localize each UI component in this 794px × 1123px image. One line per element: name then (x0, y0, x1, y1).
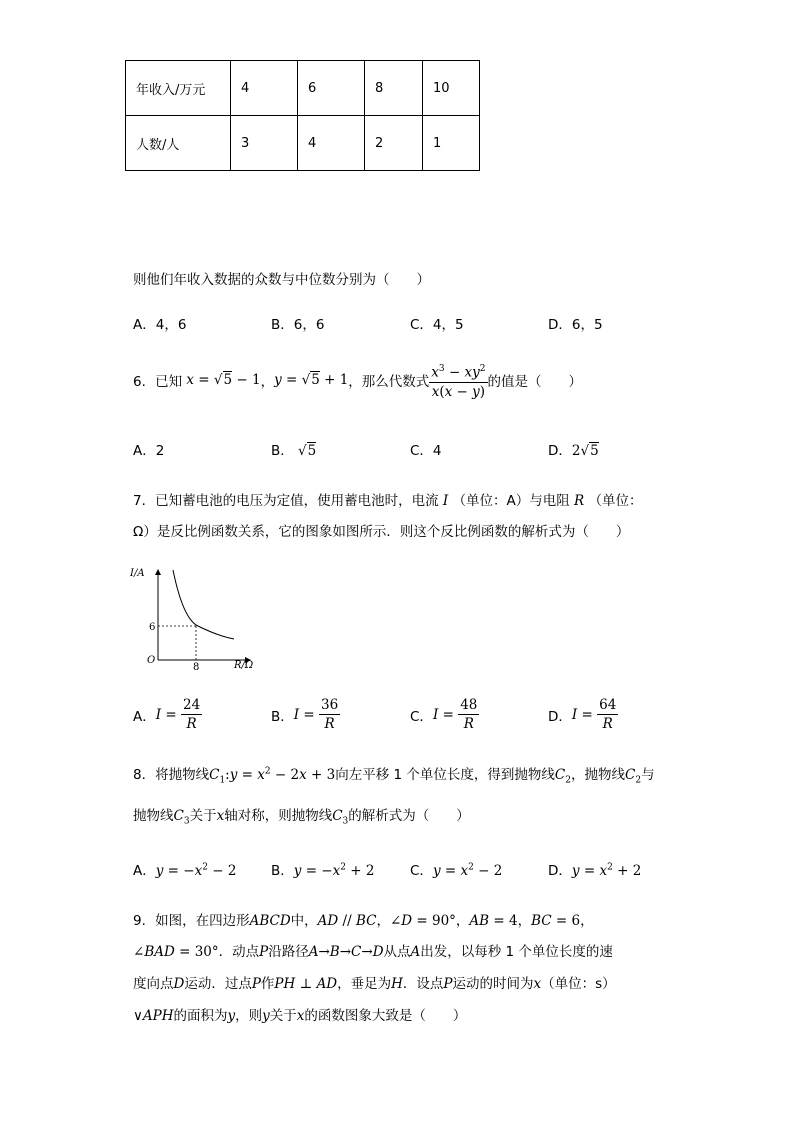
income-table (125, 60, 480, 171)
x-tick-label: 8 (193, 662, 200, 672)
q8-option-c: C．$y = x^2 - 2$ (410, 862, 503, 879)
q8-line1: 8．将抛物线$C_1:y = x^2 - 2x + 3$向左平移 1 个单位长度，得到抛物线$C_2$，抛物线$C_2$与 (133, 766, 655, 786)
origin-label: O (147, 655, 156, 666)
y-axis-label: I/A (130, 568, 145, 579)
hyperbola-curve (173, 570, 234, 639)
q6-y-expr: y = √5 + 1 (274, 372, 349, 389)
y-tick-label: 6 (149, 622, 156, 633)
q7-graph (128, 564, 264, 672)
table-cell: 4 (298, 116, 365, 171)
q7-option-d: D． I = $\frac{64}{R}$ (548, 697, 617, 732)
q7-line1: 7．已知蓄电池的电压为定值，使用蓄电池时，电流 I （单位：A）与电阻 R （单位： (133, 493, 643, 509)
x-axis-label: R/Ω (234, 660, 254, 671)
q6-mid1: ， (260, 374, 275, 391)
table-cell: 人数/人 (126, 116, 231, 171)
q5-option-b: B．6，6 (271, 317, 325, 333)
q6-option-b: B． √5 (271, 443, 317, 459)
q9-line3: 度向点D运动．过点P作PH ⊥ AD，垂足为H．设点P运动的时间为x（单位：s） (133, 976, 616, 992)
q5-option-c: C．4，5 (410, 317, 464, 333)
q6-option-c: C．4 (410, 443, 442, 459)
q8-option-d: D．$y = x^2 + 2$ (548, 862, 642, 879)
table-cell: 10 (423, 61, 480, 116)
q7-line2: Ω）是反比例函数关系，它的图象如图所示．则这个反比例函数的解析式为（ ） (133, 524, 630, 540)
q5-option-d: D．6，5 (548, 317, 603, 333)
q9-line4: ∨APH的面积为y，则y关于x的函数图象大致是（ ） (133, 1008, 467, 1024)
q5-option-a: A．4，6 (133, 317, 187, 333)
q7-option-b: B． I = $\frac{36}{R}$ (271, 697, 339, 732)
q7-option-a: A． I = $\frac{24}{R}$ (133, 697, 201, 732)
table-cell: 1 (423, 116, 480, 171)
q8-line2: 抛物线$C_3$关于x轴对称，则抛物线$C_3$的解析式为（ ） (133, 808, 470, 827)
q6-fraction: $\frac{x^3 - xy^2}{x(x - y)}$ (429, 360, 487, 401)
table-cell: 年收入/万元 (126, 61, 231, 116)
q8-option-a: A．$y = -x^2 - 2$ (133, 862, 237, 879)
table-row (126, 116, 480, 171)
table-cell: 3 (231, 116, 298, 171)
table-cell: 6 (298, 61, 365, 116)
q6-prefix: 6．已知 (133, 374, 183, 391)
q6-mid2: ，那么代数式 (348, 374, 430, 391)
q6-stem (133, 360, 582, 401)
q5-stem: 则他们年收入数据的众数与中位数分别为（ ） (133, 272, 430, 288)
q9-line2: ∠BAD = 30°．动点P沿路径A→B→C→D从点A出发，以每秒 1 个单位长度的速 (133, 944, 613, 960)
q8-option-b: B．$y = -x^2 + 2$ (271, 862, 375, 879)
table-cell: 8 (365, 61, 423, 116)
q6-suffix: 的值是（ ） (487, 374, 583, 391)
q7-option-c: C． I = $\frac{48}{R}$ (410, 697, 478, 732)
q6-option-a: A．2 (133, 443, 165, 459)
q6-option-d: D．2√5 (548, 443, 599, 459)
q9-line1: 9．如图，在四边形ABCD中，AD // BC，∠D = 90°，AB = 4，BC = 6， (133, 913, 594, 929)
table-cell: 2 (365, 116, 423, 171)
q6-x-expr: x = √5 − 1 (182, 372, 261, 389)
table-cell: 4 (231, 61, 298, 116)
table-row (126, 61, 480, 116)
